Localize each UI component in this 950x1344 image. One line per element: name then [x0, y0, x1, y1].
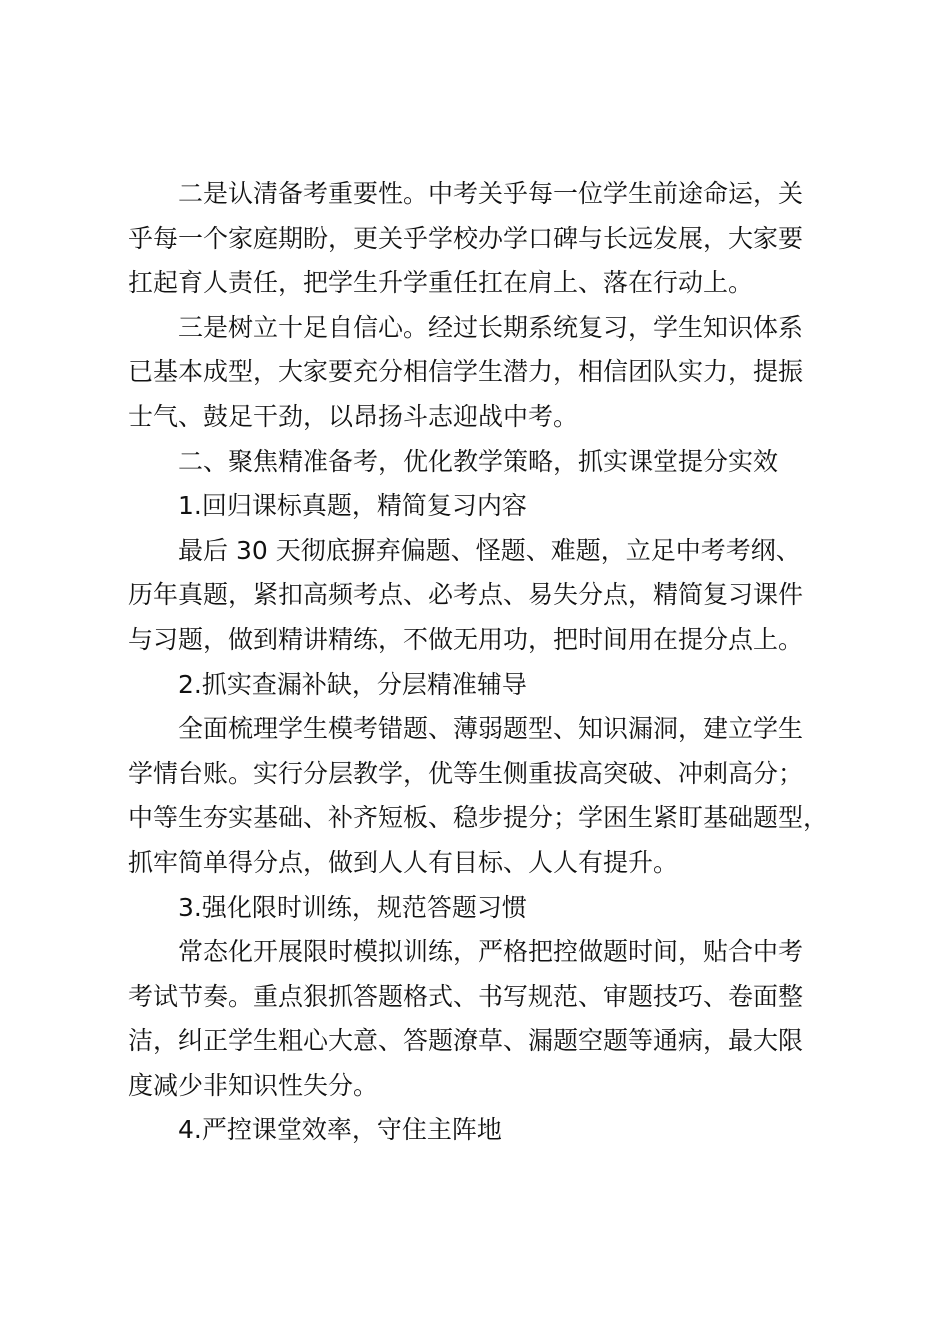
text-line: 三是树立十足自信心。经过长期系统复习，学生知识体系: [178, 312, 804, 342]
text-line: 中等生夯实基础、补齐短板、稳步提分；学困生紧盯基础题型，: [128, 803, 829, 833]
text-line: 最后 30 天彻底摒弃偏题、怪题、难题，立足中考考纲、: [178, 535, 801, 565]
subheading-1: [128, 484, 838, 529]
paragraph-timed-training: [128, 930, 838, 1108]
paragraph-tiered-tutoring: [128, 707, 838, 885]
text-line: 与习题，做到精讲精练，不做无用功，把时间用在提分点上。: [128, 624, 804, 654]
paragraph-streamline-review: [128, 529, 838, 663]
text-line: 士气、鼓足干劲，以昂扬斗志迎战中考。: [128, 401, 579, 431]
text-line: 乎每一个家庭期盼，更关乎学校办学口碑与长远发展，大家要: [128, 223, 804, 253]
text-line: 度减少非知识性失分。: [128, 1070, 379, 1100]
paragraph-exam-importance: [128, 172, 838, 306]
text-line: 全面梳理学生模考错题、薄弱题型、知识漏洞，建立学生: [178, 714, 804, 744]
subheading-2: [128, 663, 838, 708]
text-line: 已基本成型，大家要充分相信学生潜力，相信团队实力，提振: [128, 357, 804, 387]
subheading: 3.强化限时训练，规范答题习惯: [178, 892, 527, 922]
subheading: 4.严控课堂效率，守住主阵地: [178, 1115, 502, 1145]
subheading: 1.回归课标真题，精简复习内容: [178, 491, 527, 521]
paragraph-confidence: [128, 306, 838, 440]
text-line: 常态化开展限时模拟训练，严格把控做题时间，贴合中考: [178, 937, 804, 967]
text-line: 二是认清备考重要性。中考关乎每一位学生前途命运，关: [178, 179, 804, 208]
subheading-3: [128, 886, 838, 931]
document-body: [128, 172, 838, 1153]
text-line: 学情台账。实行分层教学，优等生侧重拔高突破、冲刺高分；: [128, 758, 804, 788]
text-line: 考试节奏。重点狠抓答题格式、书写规范、审题技巧、卷面整: [128, 981, 804, 1011]
subheading-4: [128, 1108, 838, 1153]
text-line: 抓牢简单得分点，做到人人有目标、人人有提升。: [128, 847, 679, 877]
text-line: 扛起育人责任，把学生升学重任扛在肩上、落在行动上。: [128, 268, 754, 298]
subheading: 2.抓实查漏补缺，分层精准辅导: [178, 669, 527, 699]
section-heading-two: [128, 440, 838, 485]
text-line: 洁，纠正学生粗心大意、答题潦草、漏题空题等通病，最大限: [128, 1026, 804, 1056]
section-heading: 二、聚焦精准备考，优化教学策略，抓实课堂提分实效: [178, 446, 779, 476]
text-line: 历年真题，紧扣高频考点、必考点、易失分点，精简复习课件: [128, 580, 804, 610]
